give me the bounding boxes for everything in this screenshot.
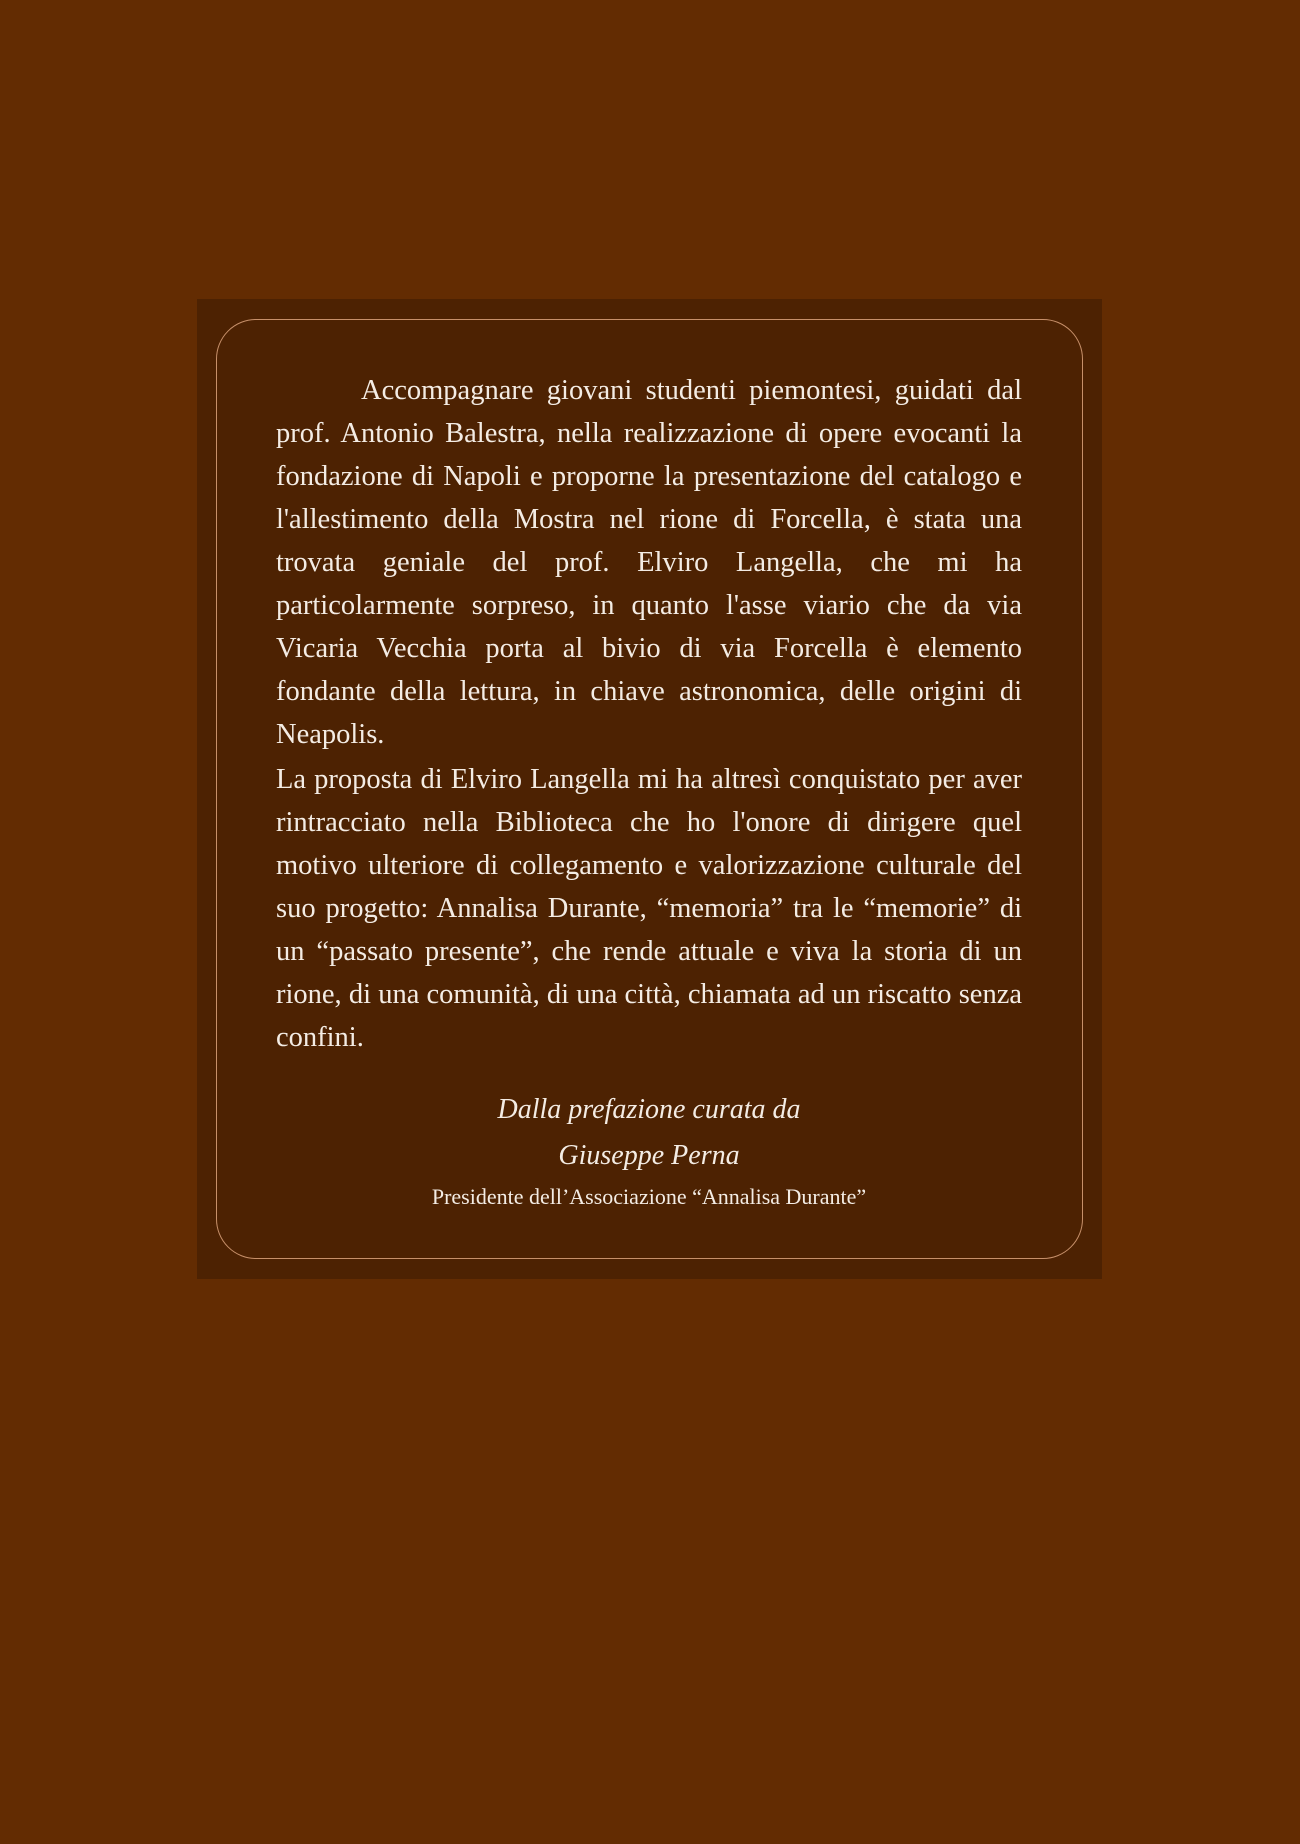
attribution-line: Dalla prefazione curata da: [497, 1094, 801, 1125]
preface-paragraph-2: La proposta di Elviro Langella mi ha altresì conquistato per aver rintracciato nella Biblioteca che ho l'onore di dirigere quel motivo ulteriore di collegamento e valorizzazione culturale del suo progetto: Annalisa Durante, “memoria” tra le “memorie” di un “passato presente”, che rende attuale e viva la storia di un rione, di una comunità, di una città, chiamata ad un riscatto senza confini.: [276, 764, 1022, 1053]
author-role: Presidente dell’Associazione “Annalisa Durante”: [431, 1184, 867, 1209]
preface-body: [276, 369, 1022, 1059]
preface-panel: [197, 299, 1102, 1279]
preface-signature: [276, 1087, 1022, 1215]
preface-paragraph-1: Accompagnare giovani studenti piemontesi, guidati dal prof. Antonio Balestra, nella realizzazione di opere evocanti la fondazione di Napoli e proporne la presentazione del catalogo e l'allestimento della Mostra nel rione di Forcella, è stata una trovata geniale del prof. Elviro Langella, che mi ha particolarmente sorpreso, in quanto l'asse viario che da via Vicaria Vecchia porta al bivio di via Forcella è elemento fondante della lettura, in chiave astronomica, delle origini di Neapolis.: [276, 375, 1022, 750]
author-name: Giuseppe Perna: [558, 1140, 740, 1171]
